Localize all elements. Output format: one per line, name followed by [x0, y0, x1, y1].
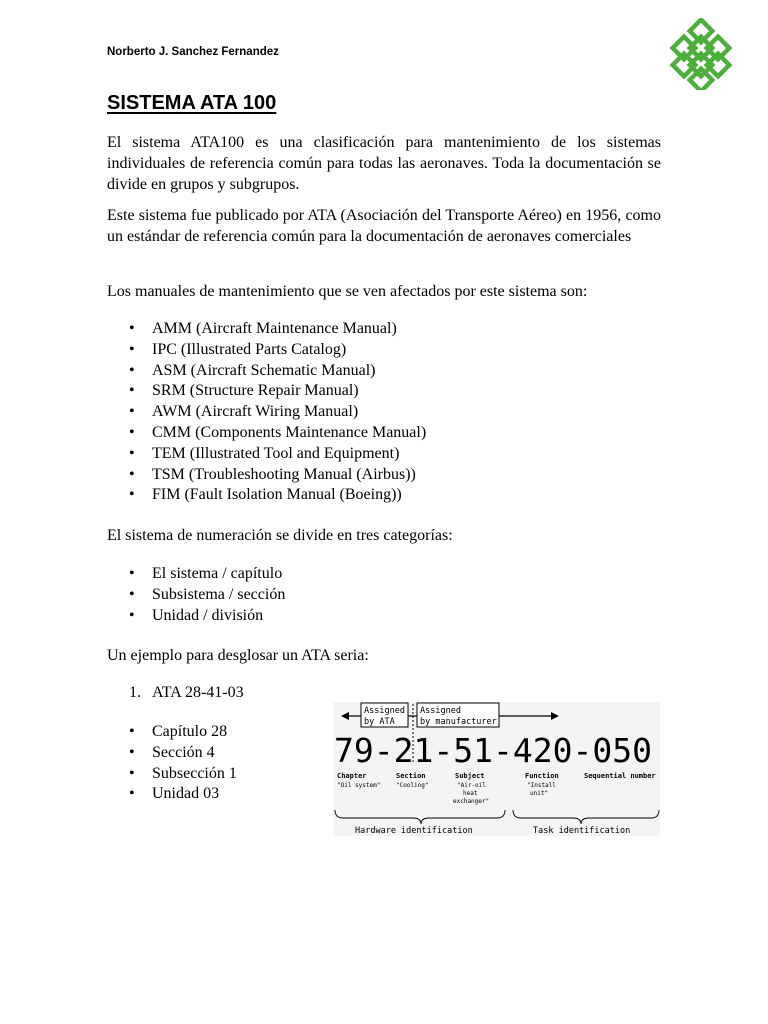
- bullet-icon: •: [129, 723, 135, 740]
- example-parts-list: [107, 722, 237, 805]
- subject-desc-1: "Air-oil: [457, 782, 486, 789]
- example-intro-paragraph: Un ejemplo para desglosar un ATA seria:: [107, 647, 369, 664]
- assigned-ata-line2: by ATA: [364, 717, 395, 727]
- bullet-icon: •: [129, 361, 135, 379]
- bullet-icon: •: [129, 743, 135, 761]
- chapter-label: Chapter: [337, 772, 367, 780]
- list-item: • SRM (Structure Repair Manual): [107, 381, 426, 402]
- bullet-icon: •: [129, 764, 135, 782]
- list-item: • Subsección 1: [107, 764, 237, 785]
- ata-number-diagram: [333, 702, 660, 836]
- bullet-icon: •: [129, 465, 135, 483]
- hardware-identification-label: Hardware identification: [355, 826, 473, 836]
- list-item: • Capítulo 28: [107, 722, 237, 743]
- bullet-icon: •: [129, 340, 135, 358]
- list-item: • CMM (Components Maintenance Manual): [107, 423, 426, 444]
- assigned-ata-line1: Assigned: [364, 706, 405, 716]
- manuals-intro-paragraph: Los manuales de mantenimiento que se ven afectados por este sistema son:: [107, 283, 588, 300]
- assigned-mfr-line2: by manufacturer: [420, 717, 497, 727]
- intro-paragraph: El sistema ATA100 es una clasificación para mantenimiento de los sistemas individuales de referencia común para todas las aeronaves. Toda la documentación se divide en grupos y subgrupos.: [107, 134, 661, 193]
- sequential-label: Sequential number: [584, 772, 656, 780]
- chapter-desc: "Oil system": [337, 782, 381, 789]
- history-paragraph: Este sistema fue publicado por ATA (Asociación del Transporte Aéreo) en 1956, como un estándar de referencia común para la documentación de aeronaves comerciales: [107, 207, 661, 245]
- bullet-icon: •: [129, 606, 135, 624]
- numbering-intro-paragraph: El sistema de numeración se divide en tres categorías:: [107, 527, 453, 544]
- section-label: Section: [396, 772, 426, 780]
- bullet-icon: •: [129, 423, 135, 441]
- list-item: • AWM (Aircraft Wiring Manual): [107, 402, 426, 423]
- page-title: SISTEMA ATA 100: [107, 92, 277, 114]
- list-item: • El sistema / capítulo: [107, 564, 285, 585]
- author-name: Norberto J. Sanchez Fernandez: [107, 46, 279, 58]
- task-identification-label: Task identification: [533, 826, 631, 836]
- bullet-icon: •: [129, 320, 135, 337]
- assigned-mfr-line1: Assigned: [420, 706, 461, 716]
- list-item: • IPC (Illustrated Parts Catalog): [107, 340, 426, 361]
- list-item: • TEM (Illustrated Tool and Equipment): [107, 444, 426, 465]
- list-item: • FIM (Fault Isolation Manual (Boeing)): [107, 485, 426, 506]
- green-knot-logo-icon: [666, 18, 736, 90]
- subject-desc-3: exchanger": [453, 798, 490, 805]
- list-item: • AMM (Aircraft Maintenance Manual): [107, 319, 426, 340]
- bullet-icon: •: [129, 486, 135, 504]
- list-item: • Unidad 03: [107, 784, 237, 805]
- bullet-icon: •: [129, 785, 135, 803]
- list-item: • TSM (Troubleshooting Manual (Airbus)): [107, 465, 426, 486]
- bullet-icon: •: [129, 585, 135, 603]
- bullet-icon: •: [129, 403, 135, 421]
- list-item: • ASM (Aircraft Schematic Manual): [107, 361, 426, 382]
- bullet-icon: •: [129, 444, 135, 462]
- subject-label: Subject: [455, 772, 485, 780]
- function-label: Function: [525, 772, 559, 780]
- function-desc-2: unit": [530, 790, 549, 797]
- bullet-icon: •: [129, 382, 135, 400]
- function-desc-1: "Install: [527, 782, 556, 789]
- ata-big-number: 79-21-51-420-050: [334, 731, 652, 770]
- list-item: • Sección 4: [107, 743, 237, 764]
- example-list: [107, 683, 244, 704]
- section-desc: "Cooling": [396, 782, 429, 789]
- bullet-icon: •: [129, 565, 135, 582]
- subject-desc-2: heat: [463, 790, 478, 797]
- list-item: • Subsistema / sección: [107, 585, 285, 606]
- manuals-list: [107, 319, 426, 506]
- categories-list: [107, 564, 285, 626]
- list-item: • Unidad / división: [107, 606, 285, 627]
- list-item: 1. ATA 28-41-03: [129, 684, 244, 701]
